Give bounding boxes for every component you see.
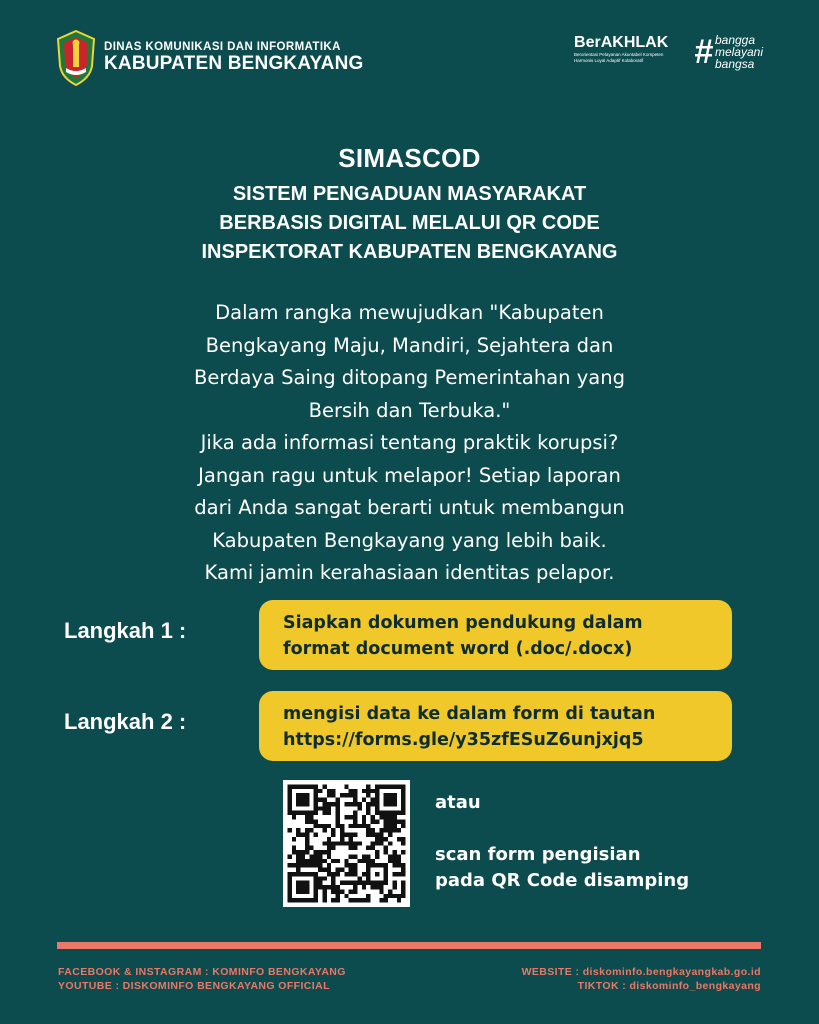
step-2-link[interactable]: https://forms.gle/y35zfESuZ6unjxjq5 xyxy=(283,730,644,750)
melayani-word: melayani xyxy=(714,45,763,59)
qr-code[interactable] xyxy=(283,780,410,907)
berakhlak-sub2: Harmonis Loyal Adaptif Kolaboratif xyxy=(574,57,644,63)
footer-social xyxy=(58,965,346,993)
bangga-word: bangga xyxy=(714,33,756,47)
berakhlak-logo xyxy=(574,34,684,64)
body-line: Berdaya Saing ditopang Pemerintahan yang xyxy=(194,366,625,389)
qr-instruction-line2: pada QR Code disamping xyxy=(435,870,690,891)
step-1-label: Langkah 1 : xyxy=(64,618,187,643)
body-line: dari Anda sangat berarti untuk membangun xyxy=(194,496,625,519)
kabupaten-emblem-icon xyxy=(56,30,96,86)
bangga-melayani-logo xyxy=(694,34,763,70)
org-line2: KABUPATEN BENGKAYANG xyxy=(104,52,364,74)
body-line: Kabupaten Bengkayang yang lebih baik. xyxy=(212,528,607,552)
step-2-box xyxy=(259,691,732,761)
body-line: Bengkayang Maju, Mandiri, Sejahtera dan xyxy=(205,333,614,357)
org-logo xyxy=(56,30,363,86)
atau-text: atau xyxy=(435,792,481,813)
step-2 xyxy=(0,691,819,761)
title-block xyxy=(0,143,819,267)
main-title: SIMASCOD xyxy=(338,143,481,173)
body-line: Kami jamin kerahasiaan identitas pelapor. xyxy=(204,561,615,584)
step-2-line1: mengisi data ke dalam form di tautan xyxy=(283,704,656,724)
campaign-logos xyxy=(574,34,763,70)
step-1-line1: Siapkan dokumen pendukung dalam xyxy=(283,613,643,633)
body-text xyxy=(60,297,759,590)
step-1-line2: format document word (.doc/.docx) xyxy=(283,639,633,659)
step-1 xyxy=(0,600,819,670)
qr-instructions xyxy=(435,790,689,894)
berakhlak-sub1: Berorientasi Pelayanan Akuntabel Kompeten xyxy=(574,52,664,57)
sub-title-line3: INSPEKTORAT KABUPATEN BENGKAYANG xyxy=(201,241,618,263)
footer-website[interactable]: WEBSITE : diskominfo.bengkayangkab.go.id xyxy=(521,966,761,978)
step-1-box xyxy=(259,600,732,670)
qr-instruction-line1: scan form pengisian xyxy=(435,844,641,865)
step-2-label: Langkah 2 : xyxy=(64,709,187,734)
sub-title-line2: BERBASIS DIGITAL MELALUI QR CODE xyxy=(219,212,600,234)
body-line: Jangan ragu untuk melapor! Setiap laporan xyxy=(198,463,621,487)
org-line1: DINAS KOMUNIKASI DAN INFORMATIKA xyxy=(104,41,341,54)
sub-title-line1: SISTEM PENGADUAN MASYARAKAT xyxy=(232,183,587,205)
footer-tiktok: TIKTOK : diskominfo_bengkayang xyxy=(577,980,761,992)
bangsa-word: bangsa xyxy=(714,57,755,71)
footer-youtube: YOUTUBE : DISKOMINFO BENGKAYANG OFFICIAL xyxy=(58,980,330,992)
hashtag-icon: # xyxy=(694,33,713,71)
header xyxy=(56,30,763,90)
berakhlak-title: BerAKHLAK xyxy=(574,34,669,51)
footer-divider xyxy=(57,942,761,949)
footer-contact xyxy=(522,965,761,993)
qr-code-icon xyxy=(283,780,410,907)
footer-facebook-instagram: FACEBOOK & INSTAGRAM : KOMINFO BENGKAYANG xyxy=(58,966,346,978)
body-line: Dalam rangka mewujudkan "Kabupaten xyxy=(215,301,604,324)
body-line: Jika ada informasi tentang praktik korupsi? xyxy=(200,431,619,454)
body-line: Bersih dan Terbuka." xyxy=(308,398,511,422)
